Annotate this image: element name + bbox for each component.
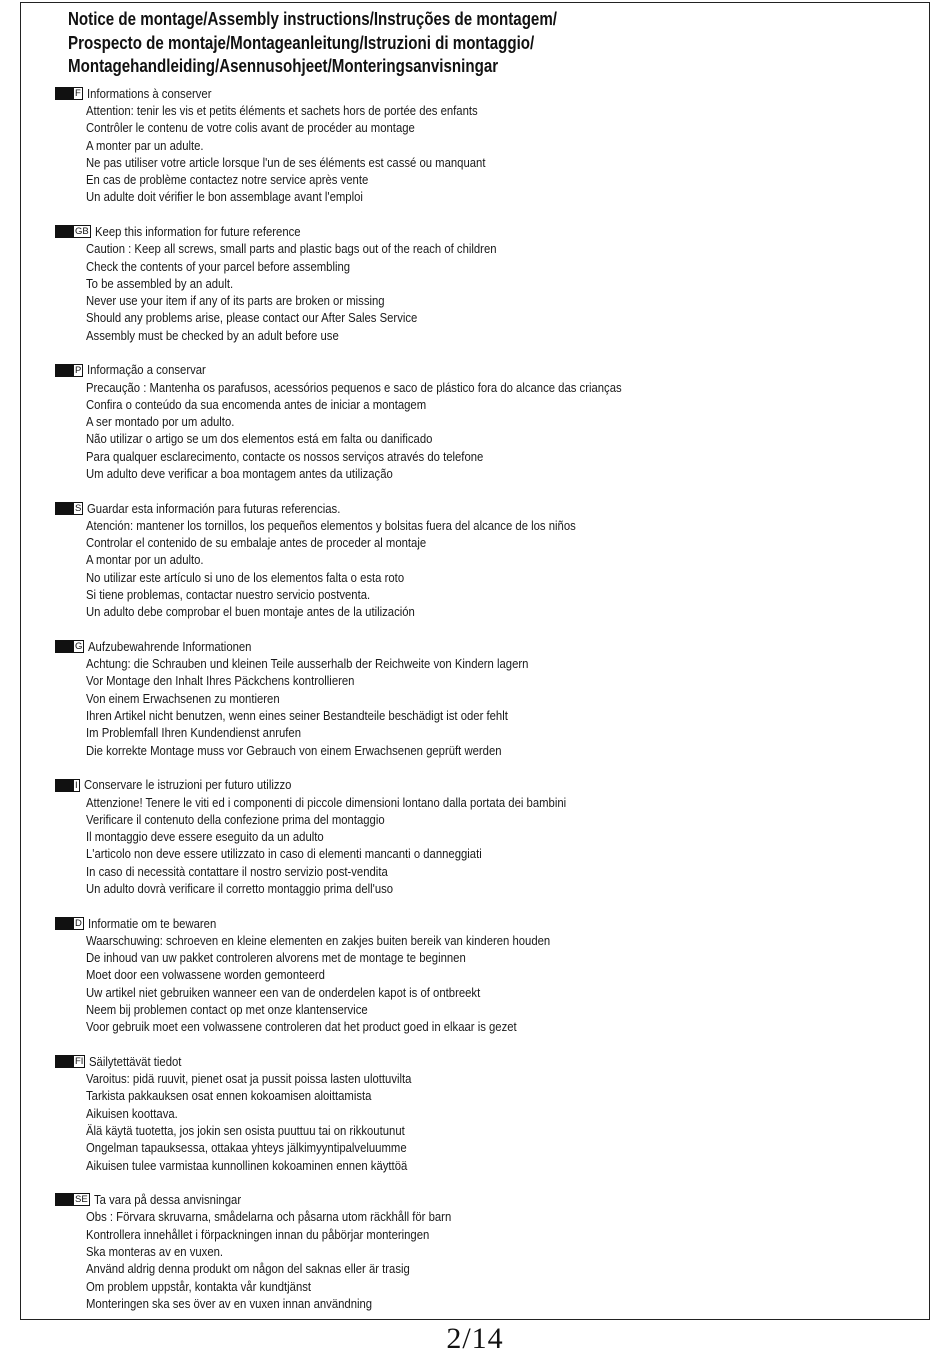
instruction-list: [55, 1070, 460, 1174]
section-title: Säilytettävät tiedot: [89, 1053, 182, 1069]
section-header: [55, 1191, 506, 1208]
section-title: Ta vara på dessa anvisningar: [93, 1192, 241, 1208]
instruction-line: De inhoud van uw pakket controleren alvorens met de montage te beginnen: [86, 950, 466, 966]
language-flag-icon: [55, 225, 91, 238]
language-flag-icon: [55, 640, 84, 653]
instruction-line: Ongelman tapauksessa, ottakaa yhteys jälkimyyntipalveluumme: [86, 1140, 407, 1156]
language-flag-icon: [55, 502, 83, 515]
instruction-line: Uw artikel niet gebruiken wanneer een van de onderdelen kapot is of ontbreekt: [86, 984, 481, 1000]
section-header: [55, 638, 595, 655]
language-code: D: [75, 917, 82, 929]
instruction-line: Im Problemfall Ihren Kundendienst anrufen: [86, 725, 302, 741]
language-section: [55, 223, 558, 344]
section-title: Aufzubewahrende Informationen: [88, 639, 252, 655]
language-code: G: [75, 641, 83, 653]
language-flag-icon: [55, 779, 80, 792]
language-code: GB: [75, 226, 89, 238]
section-header: [55, 362, 702, 379]
language-code: S: [75, 502, 82, 514]
instruction-line: Il montaggio deve essere eseguito da un adulto: [86, 829, 324, 845]
instruction-line: To be assembled by an adult.: [86, 275, 234, 291]
language-code: SE: [75, 1194, 88, 1206]
title-line: Montagehandleiding/Asennusohjeet/Monteringsanvisningar: [68, 56, 499, 76]
instruction-line: A montar por un adulto.: [86, 552, 204, 568]
document-title: [68, 8, 557, 79]
instruction-line: Um adulto deve verificar a boa montagem antes da utilização: [86, 466, 393, 482]
instruction-line: Voor gebruik moet een volwassene controleren dat het product goed in elkaar is gezet: [86, 1019, 517, 1035]
section-title: Informação a conservar: [87, 362, 207, 378]
language-section: [55, 85, 545, 206]
title-line: Notice de montage/Assembly instructions/Instruções de montagem/: [68, 9, 557, 29]
instruction-line: Check the contents of your parcel before assembling: [86, 258, 351, 274]
instruction-line: Para qualquer esclarecimento, contacte os nossos serviços através do telefone: [86, 448, 484, 464]
instruction-list: [55, 379, 702, 483]
language-flag-icon: [55, 917, 84, 930]
instruction-line: L'articolo non deve essere utilizzato in caso di elementi mancanti o danneggiati: [86, 846, 482, 862]
instruction-line: Contrôler le contenu de votre colis avant de procéder au montage: [86, 120, 415, 136]
instruction-line: No utilizar este artículo si uno de los elementos falta o esta roto: [86, 569, 405, 585]
section-title: Informatie om te bewaren: [87, 915, 217, 931]
language-flag-icon: [55, 364, 83, 377]
instruction-line: Die korrekte Montage muss vor Gebrauch von einem Erwachsenen geprüft werden: [86, 742, 502, 758]
instruction-line: Använd aldrig denna produkt om någon del saknas eller är trasig: [86, 1261, 410, 1277]
page-number: 2/14: [446, 1322, 504, 1355]
instruction-line: A monter par un adulte.: [86, 137, 204, 153]
instruction-list: [55, 655, 595, 759]
instruction-line: Aikuisen koottava.: [86, 1105, 178, 1121]
instruction-line: Kontrollera innehållet i förpackningen innan du påbörjar monteringen: [86, 1226, 430, 1242]
language-code: I: [75, 779, 78, 791]
section-header: [55, 223, 558, 240]
instruction-line: Ne pas utiliser votre article lorsque l'un de ses éléments est cassé ou manquant: [86, 154, 486, 170]
instruction-line: Assembly must be checked by an adult before use: [86, 327, 339, 343]
instruction-line: Si tiene problemas, contactar nuestro servicio postventa.: [86, 587, 371, 603]
language-flag-icon: [55, 1055, 85, 1068]
instruction-line: Ihren Artikel nicht benutzen, wenn eines seiner Bestandteile beschädigt ist oder fehlt: [86, 708, 508, 724]
instruction-line: Obs : Förvara skruvarna, smådelarna och påsarna utom räckhåll för barn: [86, 1209, 452, 1225]
language-code: F: [75, 88, 81, 99]
section-title: Informations à conserver: [86, 85, 212, 101]
instruction-line: Von einem Erwachsenen zu montieren: [86, 690, 280, 706]
instruction-line: Ska monteras av en vuxen.: [86, 1243, 224, 1259]
instruction-line: Verificare il contenuto della confezione prima del montaggio: [86, 811, 385, 827]
language-section: [55, 1191, 506, 1312]
language-flag-icon: [55, 87, 83, 100]
language-section: [55, 915, 620, 1036]
instruction-line: Attention: tenir les vis et petits éléments et sachets hors de portée des enfants: [86, 103, 478, 118]
instruction-list: [55, 517, 649, 621]
section-title: Conservare le istruzioni per futuro utilizzo: [83, 777, 292, 793]
instruction-line: In caso di necessità contattare il nostro servizio post-vendita: [86, 863, 388, 879]
section-title: Guardar esta información para futuras referencias.: [87, 500, 341, 516]
language-section: [55, 777, 638, 898]
instruction-line: Precaução : Mantenha os parafusos, acessórios pequenos e saco de plástico fora do alcance das crianças: [86, 379, 622, 395]
instruction-line: Om problem uppstår, kontakta vår kundtjänst: [86, 1278, 312, 1294]
section-title: Keep this information for future reference: [94, 224, 301, 240]
instruction-list: [55, 794, 638, 898]
language-section: [55, 362, 702, 483]
language-section: [55, 1053, 460, 1174]
language-flag-icon: [55, 1193, 90, 1206]
section-header: [55, 85, 545, 102]
section-header: [55, 915, 620, 932]
instruction-line: Atención: mantener los tornillos, los pequeños elementos y bolsitas fuera del alcance de los niños: [86, 517, 576, 533]
title-line: Prospecto de montaje/Montageanleitung/Istruzioni di montaggio/: [68, 32, 535, 53]
instruction-line: Caution : Keep all screws, small parts and plastic bags out of the reach of children: [86, 241, 497, 257]
instruction-line: Un adulte doit vérifier le bon assemblage avant l'emploi: [86, 189, 363, 205]
instruction-line: Controlar el contenido de su embalaje antes de proceder al montaje: [86, 535, 427, 551]
instruction-line: Should any problems arise, please contact our After Sales Service: [86, 310, 418, 326]
instruction-line: Neem bij problemen contact op met onze klantenservice: [86, 1001, 368, 1017]
instruction-line: Un adulto debe comprobar el buen montaje antes de la utilización: [86, 604, 415, 620]
instruction-list: [55, 240, 558, 344]
instruction-line: En cas de problème contactez notre service après vente: [86, 172, 369, 188]
instruction-line: Un adulto dovrà verificare il corretto montaggio prima dell'uso: [86, 880, 394, 896]
instruction-line: Monteringen ska ses över av en vuxen innan användning: [86, 1295, 373, 1311]
instruction-line: Não utilizar o artigo se um dos elementos está em falta ou danificado: [86, 431, 433, 447]
instruction-line: Moet door een volwassene worden gemonteerd: [86, 967, 325, 983]
language-code: FI: [75, 1056, 84, 1068]
section-header: [55, 500, 649, 517]
instruction-list: [55, 102, 545, 206]
language-section: [55, 500, 649, 621]
instruction-line: Never use your item if any of its parts are broken or missing: [86, 293, 385, 309]
instruction-line: Tarkista pakkauksen osat ennen kokoamisen aloittamista: [86, 1088, 372, 1104]
instruction-line: Waarschuwing: schroeven en kleine elementen en zakjes buiten bereik van kinderen houden: [86, 932, 551, 948]
section-header: [55, 777, 638, 794]
instruction-line: Attenzione! Tenere le viti ed i componenti di piccole dimensioni lontano dalla portata dei bambini: [86, 794, 567, 810]
instruction-line: Confira o conteúdo da sua encomenda antes de iniciar a montagem: [86, 396, 427, 412]
language-section: [55, 638, 595, 759]
instruction-list: [55, 1208, 506, 1312]
instruction-list: [55, 932, 620, 1036]
instruction-line: Achtung: die Schrauben und kleinen Teile ausserhalb der Reichweite von Kindern lagern: [86, 656, 529, 672]
language-code: P: [75, 364, 82, 376]
instruction-line: Aikuisen tulee varmistaa kunnollinen kokoaminen ennen käyttöä: [86, 1157, 408, 1173]
instruction-line: Älä käytä tuotetta, jos jokin sen osista puuttuu tai on rikkoutunut: [86, 1122, 405, 1138]
instruction-line: Vor Montage den Inhalt Ihres Päckchens kontrollieren: [86, 673, 355, 689]
instruction-line: A ser montado por um adulto.: [86, 414, 235, 430]
instruction-line: Varoitus: pidä ruuvit, pienet osat ja pussit poissa lasten ulottuvilta: [86, 1071, 412, 1087]
section-header: [55, 1053, 460, 1070]
